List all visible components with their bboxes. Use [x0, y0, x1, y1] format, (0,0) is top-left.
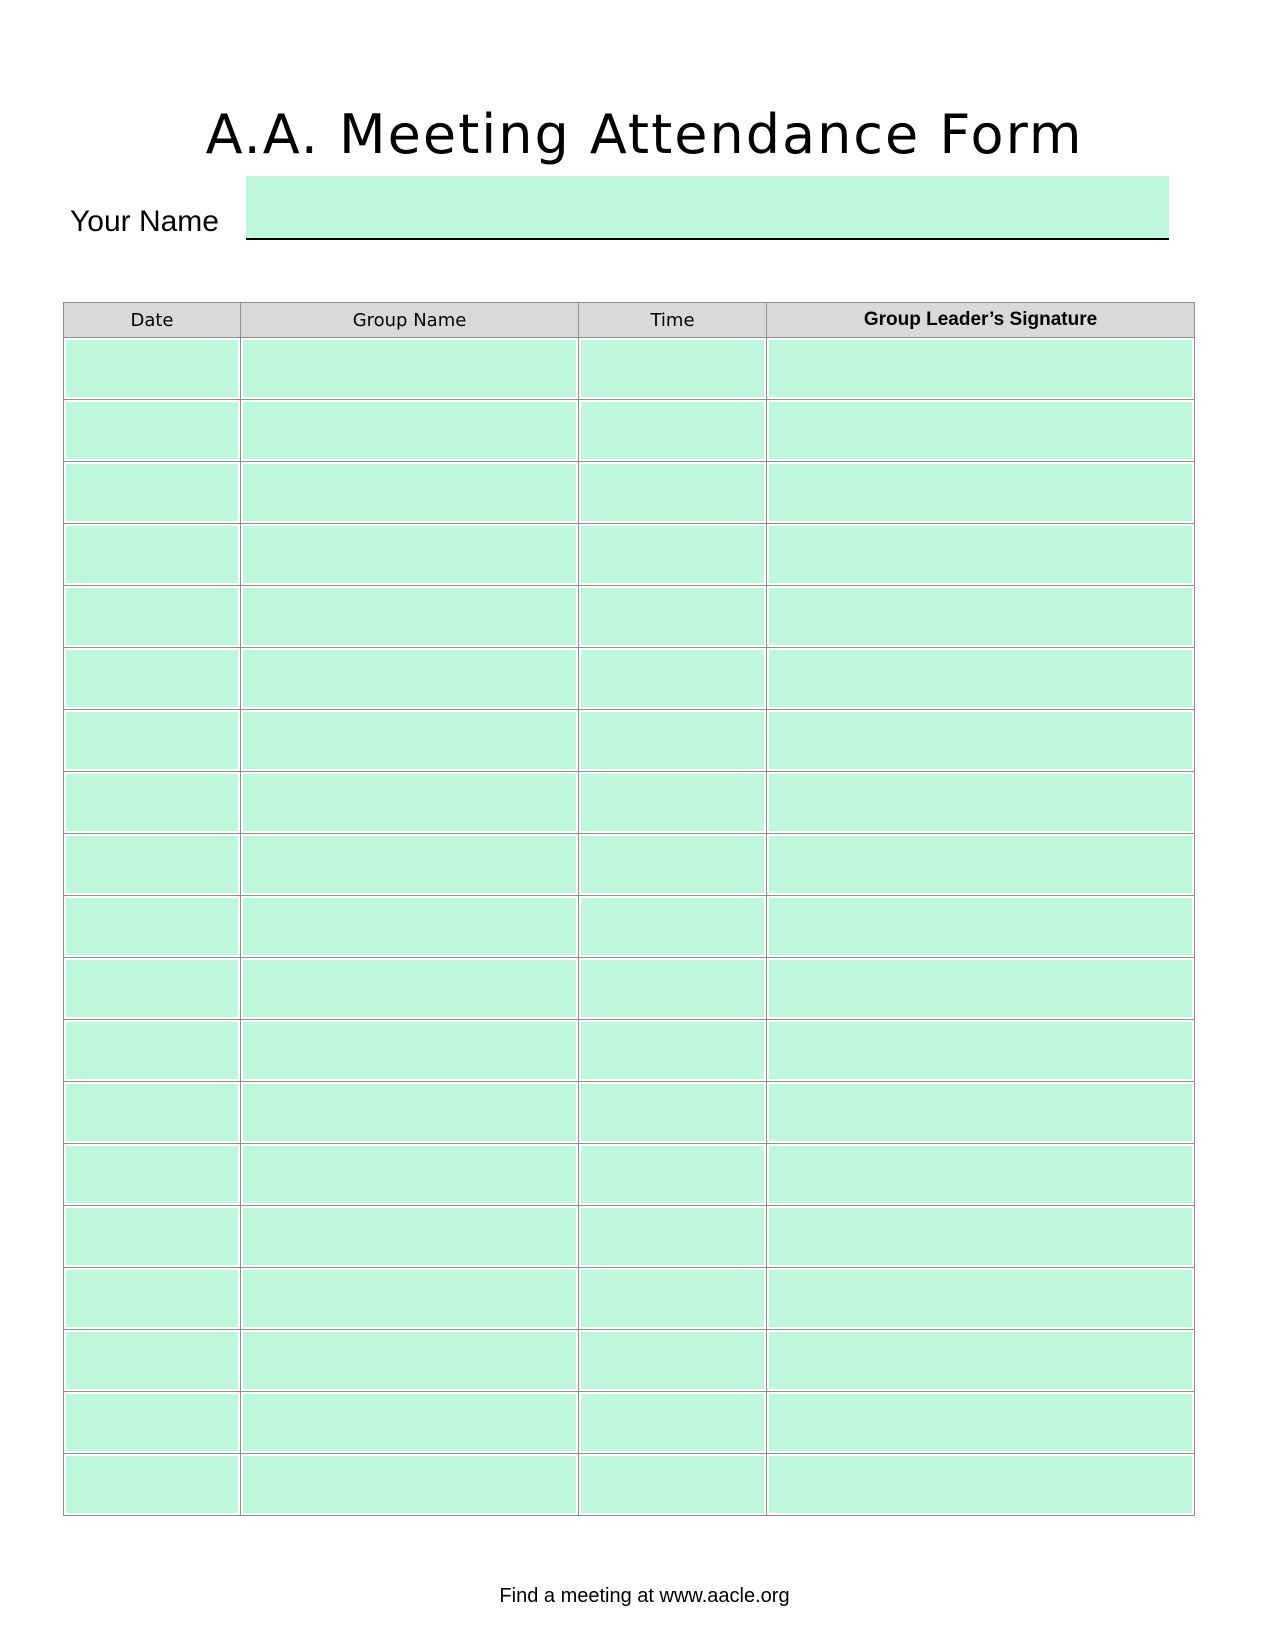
table-cell	[767, 1268, 1195, 1330]
signature-field[interactable]	[769, 1332, 1192, 1389]
table-row	[64, 462, 1195, 524]
signature-field[interactable]	[769, 836, 1192, 893]
table-row	[64, 338, 1195, 400]
table-cell	[64, 772, 241, 834]
signature-field[interactable]	[769, 464, 1192, 521]
table-cell	[64, 648, 241, 710]
date-field[interactable]	[66, 1146, 238, 1203]
signature-field[interactable]	[769, 1084, 1192, 1141]
table-cell	[579, 400, 767, 462]
table-cell	[64, 462, 241, 524]
table-cell	[579, 958, 767, 1020]
time-field[interactable]	[581, 712, 764, 769]
group-name-field[interactable]	[243, 464, 576, 521]
group-name-field[interactable]	[243, 774, 576, 831]
table-cell	[767, 958, 1195, 1020]
table-cell	[241, 1206, 579, 1268]
table-cell	[64, 1330, 241, 1392]
time-field[interactable]	[581, 1456, 764, 1513]
table-row	[64, 1082, 1195, 1144]
date-field[interactable]	[66, 960, 238, 1017]
signature-field[interactable]	[769, 1146, 1192, 1203]
table-cell	[64, 524, 241, 586]
time-field[interactable]	[581, 1208, 764, 1265]
group-name-field[interactable]	[243, 836, 576, 893]
table-cell	[767, 1206, 1195, 1268]
group-name-field[interactable]	[243, 402, 576, 459]
table-cell	[241, 1392, 579, 1454]
group-name-field[interactable]	[243, 1208, 576, 1265]
table-cell	[579, 1082, 767, 1144]
group-name-field[interactable]	[243, 340, 576, 397]
time-column-header: Time	[579, 303, 767, 338]
date-field[interactable]	[66, 1394, 238, 1451]
table-cell	[241, 462, 579, 524]
group-name-field[interactable]	[243, 1394, 576, 1451]
signature-field[interactable]	[769, 712, 1192, 769]
table-cell	[241, 1268, 579, 1330]
your-name-field[interactable]	[246, 176, 1169, 240]
signature-field[interactable]	[769, 588, 1192, 645]
time-field[interactable]	[581, 1332, 764, 1389]
signature-field[interactable]	[769, 1394, 1192, 1451]
table-cell	[767, 524, 1195, 586]
table-cell	[579, 586, 767, 648]
group-name-field[interactable]	[243, 1022, 576, 1079]
table-cell	[241, 524, 579, 586]
table-row	[64, 400, 1195, 462]
group-name-field[interactable]	[243, 1332, 576, 1389]
table-cell	[241, 896, 579, 958]
time-field[interactable]	[581, 960, 764, 1017]
group-name-field[interactable]	[243, 1456, 576, 1513]
signature-field[interactable]	[769, 960, 1192, 1017]
table-cell	[767, 772, 1195, 834]
attendance-rows	[64, 338, 1195, 1516]
table-cell	[64, 834, 241, 896]
your-name-label: Your Name	[70, 205, 219, 238]
date-field[interactable]	[66, 898, 238, 955]
date-column-header: Date	[64, 303, 241, 338]
table-cell	[767, 400, 1195, 462]
time-field[interactable]	[581, 1022, 764, 1079]
table-row	[64, 1330, 1195, 1392]
date-field[interactable]	[66, 650, 238, 707]
table-cell	[579, 1268, 767, 1330]
signature-field[interactable]	[769, 898, 1192, 955]
table-row	[64, 524, 1195, 586]
signature-field[interactable]	[769, 1456, 1192, 1513]
table-row	[64, 772, 1195, 834]
signature-field[interactable]	[769, 402, 1192, 459]
table-cell	[241, 400, 579, 462]
signature-field[interactable]	[769, 1270, 1192, 1327]
group-name-field[interactable]	[243, 526, 576, 583]
table-cell	[579, 462, 767, 524]
table-cell	[767, 648, 1195, 710]
table-cell	[579, 772, 767, 834]
table-cell	[64, 1268, 241, 1330]
table-row	[64, 896, 1195, 958]
table-row	[64, 710, 1195, 772]
table-cell	[579, 896, 767, 958]
table-cell	[241, 772, 579, 834]
table-row	[64, 1392, 1195, 1454]
time-field[interactable]	[581, 1270, 764, 1327]
time-field[interactable]	[581, 1146, 764, 1203]
date-field[interactable]	[66, 464, 238, 521]
table-row	[64, 1268, 1195, 1330]
table-cell	[64, 958, 241, 1020]
group-name-field[interactable]	[243, 1146, 576, 1203]
table-row	[64, 586, 1195, 648]
table-cell	[64, 1144, 241, 1206]
time-field[interactable]	[581, 1394, 764, 1451]
table-cell	[767, 710, 1195, 772]
table-cell	[767, 586, 1195, 648]
table-header-row	[64, 303, 1195, 338]
date-field[interactable]	[66, 526, 238, 583]
table-cell	[579, 1454, 767, 1516]
table-row	[64, 648, 1195, 710]
date-field[interactable]	[66, 402, 238, 459]
signature-field[interactable]	[769, 774, 1192, 831]
table-cell	[241, 834, 579, 896]
table-cell	[767, 1392, 1195, 1454]
table-cell	[64, 1020, 241, 1082]
signature-field[interactable]	[769, 1208, 1192, 1265]
table-cell	[241, 1020, 579, 1082]
time-field[interactable]	[581, 1084, 764, 1141]
table-cell	[767, 896, 1195, 958]
group-name-field[interactable]	[243, 1084, 576, 1141]
table-cell	[241, 1144, 579, 1206]
group-name-field[interactable]	[243, 898, 576, 955]
table-cell	[579, 834, 767, 896]
group-name-field[interactable]	[243, 650, 576, 707]
table-cell	[579, 710, 767, 772]
table-row	[64, 1206, 1195, 1268]
table-cell	[241, 586, 579, 648]
date-field[interactable]	[66, 712, 238, 769]
table-row	[64, 1020, 1195, 1082]
table-cell	[767, 462, 1195, 524]
table-cell	[241, 1454, 579, 1516]
time-field[interactable]	[581, 402, 764, 459]
table-cell	[579, 1206, 767, 1268]
group-name-field[interactable]	[243, 1270, 576, 1327]
table-cell	[64, 338, 241, 400]
date-field[interactable]	[66, 836, 238, 893]
table-cell	[767, 834, 1195, 896]
date-field[interactable]	[66, 1332, 238, 1389]
table-cell	[64, 1392, 241, 1454]
group-name-field[interactable]	[243, 960, 576, 1017]
signature-field[interactable]	[769, 1022, 1192, 1079]
date-field[interactable]	[66, 1270, 238, 1327]
table-row	[64, 1454, 1195, 1516]
table-cell	[64, 710, 241, 772]
table-cell	[767, 338, 1195, 400]
table-cell	[767, 1082, 1195, 1144]
table-cell	[241, 648, 579, 710]
date-field[interactable]	[66, 1456, 238, 1513]
time-field[interactable]	[581, 836, 764, 893]
table-cell	[64, 1454, 241, 1516]
page-title: A.A. Meeting Attendance Form	[205, 103, 1084, 166]
table-cell	[579, 338, 767, 400]
table-cell	[579, 1330, 767, 1392]
time-field[interactable]	[581, 898, 764, 955]
group-name-column-header: Group Name	[241, 303, 579, 338]
table-cell	[241, 1082, 579, 1144]
time-field[interactable]	[581, 526, 764, 583]
date-field[interactable]	[66, 1084, 238, 1141]
time-field[interactable]	[581, 588, 764, 645]
time-field[interactable]	[581, 340, 764, 397]
signature-field[interactable]	[769, 340, 1192, 397]
table-cell	[64, 1082, 241, 1144]
date-field[interactable]	[66, 588, 238, 645]
signature-field[interactable]	[769, 526, 1192, 583]
attendance-table	[63, 302, 1195, 1516]
table-cell	[241, 1330, 579, 1392]
date-field[interactable]	[66, 340, 238, 397]
table-cell	[64, 400, 241, 462]
table-cell	[579, 1392, 767, 1454]
table-cell	[64, 1206, 241, 1268]
footer-note: Find a meeting at www.aacle.org	[499, 1585, 790, 1607]
table-cell	[241, 338, 579, 400]
group-name-field[interactable]	[243, 588, 576, 645]
time-field[interactable]	[581, 464, 764, 521]
time-field[interactable]	[581, 774, 764, 831]
signature-field[interactable]	[769, 650, 1192, 707]
table-cell	[767, 1454, 1195, 1516]
table-cell	[767, 1330, 1195, 1392]
table-row	[64, 834, 1195, 896]
table-cell	[579, 1144, 767, 1206]
table-cell	[241, 958, 579, 1020]
date-field[interactable]	[66, 1022, 238, 1079]
table-cell	[579, 524, 767, 586]
table-row	[64, 958, 1195, 1020]
date-field[interactable]	[66, 1208, 238, 1265]
date-field[interactable]	[66, 774, 238, 831]
table-cell	[767, 1020, 1195, 1082]
table-cell	[64, 586, 241, 648]
signature-column-header: Group Leader’s Signature	[767, 303, 1195, 338]
table-cell	[241, 710, 579, 772]
group-name-field[interactable]	[243, 712, 576, 769]
table-row	[64, 1144, 1195, 1206]
table-cell	[767, 1144, 1195, 1206]
time-field[interactable]	[581, 650, 764, 707]
table-cell	[579, 648, 767, 710]
table-cell	[64, 896, 241, 958]
table-cell	[579, 1020, 767, 1082]
